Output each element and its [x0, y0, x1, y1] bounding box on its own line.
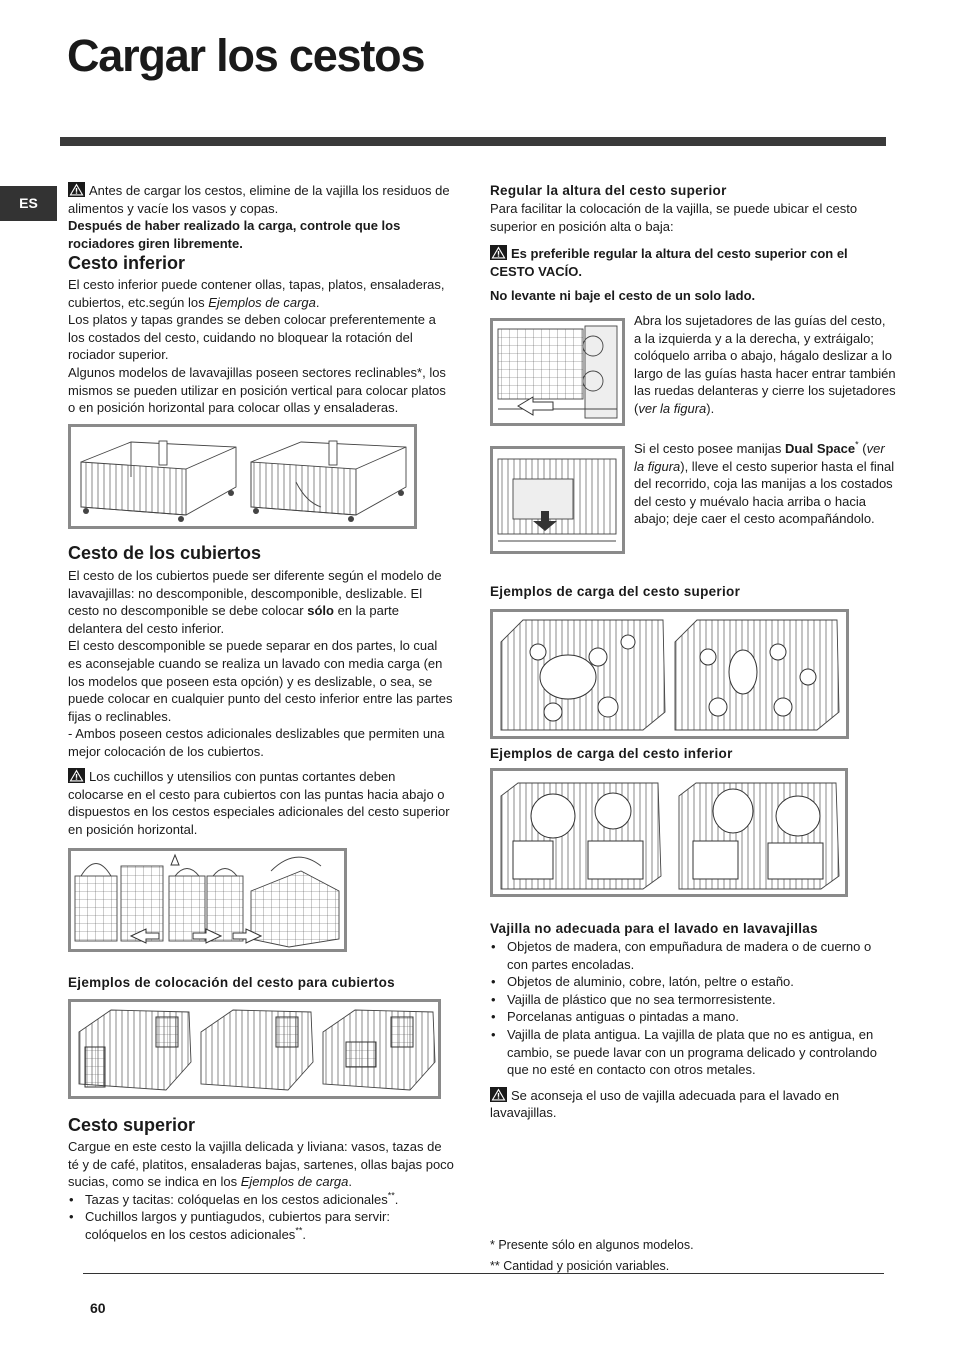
height-adjust-bold-note: No levante ni baje el cesto de un solo lado.: [490, 288, 756, 304]
intro-warning: Antes de cargar los cestos, elimine de la vajilla los residuos de alimentos y vacíe los vasos y copas.: [68, 183, 450, 216]
upper-basket-heading: Cesto superior: [68, 1115, 196, 1135]
lower-basket-p2: Los platos y tapas grandes se deben colocar preferentemente a los costados del cesto, cuidando no bloquear la rotación del rociador superior.: [68, 312, 436, 363]
warning-icon: [68, 768, 85, 783]
page-number: 60: [90, 1300, 106, 1316]
height-adjust-section: [490, 183, 890, 305]
cutlery-p2: El cesto descomponible se puede separar en dos partes, lo cual es aconsejable cuando se realiza un lavado con media carga (en los modelos que poseen esta opción) y es deslizable, o sea, se puede colocar en cualquier punto del cesto inferior entre las partes fijas o reclinables.: [68, 638, 453, 724]
basket-rails-figure: [490, 318, 625, 426]
unsuitable-heading: Vajilla no adecuada para el lavado en lavavajillas: [490, 921, 818, 936]
cutlery-warning: Los cuchillos y utensilios con puntas cortantes deben colocarse en el cesto para cubiertos con las puntas hacia abajo o dispuestos en los cestos especiales adicionales del cesto superior en posición horizontal.: [68, 769, 450, 837]
title-divider-bar: [60, 137, 886, 146]
lower-basket-examples-figure: [490, 768, 848, 897]
warning-icon: [68, 182, 85, 197]
dual-space-figure: [490, 446, 625, 554]
cutlery-basket-figure: [68, 848, 347, 952]
cutlery-basket-section: [68, 543, 454, 761]
bottom-rule: [83, 1273, 884, 1274]
lower-basket-heading: Cesto inferior: [68, 253, 186, 273]
cutlery-examples-heading: Ejemplos de colocación del cesto para cubiertos: [68, 975, 395, 990]
upper-basket-examples-figure: [490, 609, 849, 739]
unsuitable-warning: Se aconseja el uso de vajilla adecuada para el lavado en lavavajillas.: [490, 1087, 840, 1121]
lower-basket-figure: [68, 424, 417, 529]
upper-basket-list: [68, 1191, 454, 1244]
page-title: Cargar los cestos: [67, 30, 425, 81]
list-item: • Vajilla de plástico que no sea termorresistente.: [490, 991, 890, 1009]
language-tab: ES: [0, 186, 57, 221]
list-item: • Objetos de madera, con empuñadura de madera o de cuerno o con partes encoladas.: [490, 938, 890, 973]
cutlery-p3: - Ambos poseen cestos adicionales deslizables que permiten una mejor colocación de los cubiertos.: [68, 726, 445, 759]
upper-examples-heading: Ejemplos de carga del cesto superior: [490, 584, 741, 599]
upper-basket-p1: Cargue en este cesto la vajilla delicada y liviana: vasos, tazas de té y de café, platitos, ensaladeras bajas, sartenes, ollas bajas poco sucias, como se indica en los Ejemplos de carga.: [68, 1139, 454, 1190]
height-adjust-heading: Regular la altura del cesto superior: [490, 183, 727, 198]
unsuitable-dishes-section: [490, 921, 890, 1122]
cutlery-basket-heading: Cesto de los cubiertos: [68, 543, 262, 563]
lower-basket-p1: El cesto inferior puede contener ollas, tapas, platos, ensaladeras, cubiertos, etc.según los Ejemplos de carga.: [68, 277, 445, 310]
height-adjust-warning: Es preferible regular la altura del cesto superior con el CESTO VACÍO.: [490, 246, 848, 279]
lower-basket-p3: Algunos modelos de lavavajillas poseen sectores reclinables*, los mismos se pueden utilizar en posición vertical para colocar platos o en posición horizontal para colocar ollas y ensaladeras.: [68, 364, 446, 416]
height-adjust-p1: Para facilitar la colocación de la vajilla, se puede ubicar el cesto superior en posición alta o baja:: [490, 201, 858, 234]
dual-space-text: Si el cesto posee manijas Dual Space* (ver la figura), lleve el cesto superior hasta el final del recorrido, coja las manijas a los costados del cesto y muévalo hacia arriba o hacia abajo; deje caer el cesto acompañándolo.: [634, 439, 895, 527]
footnote-2: ** Cantidad y posición variables.: [490, 1258, 670, 1273]
warning-icon: [490, 245, 507, 260]
basket-rails-text: Abra los sujetadores de las guías del cesto, a la izquierda y a la derecha, y extráigalo; colóquelo arriba o abajo, hágalo deslizar a lo largo de las guías hasta hacer entrar también las ruedas delanteras y cierre los sujetadores (ver la figura).: [634, 313, 896, 416]
list-item: • Vajilla de plata antigua. La vajilla de plata que no es antigua, en cambio, se puede lavar con un programa delicado y controlando que no esté en contacto con otros metales.: [490, 1026, 890, 1079]
warning-icon: [490, 1087, 507, 1102]
list-item: • Cuchillos largos y puntiagudos, cubiertos para servir: colóquelos en los cestos adicionales**.: [68, 1208, 454, 1243]
unsuitable-list: [490, 938, 890, 1079]
upper-basket-section: [68, 1115, 454, 1244]
lower-basket-section: [68, 253, 454, 417]
intro-bold-note: Después de haber realizado la carga, controle que los rociadores giren libremente.: [68, 218, 401, 251]
list-item: • Objetos de aluminio, cobre, latón, peltre o estaño.: [490, 973, 890, 991]
lower-examples-heading: Ejemplos de carga del cesto inferior: [490, 746, 733, 761]
list-item: • Tazas y tacitas: colóquelas en los cestos adicionales**.: [68, 1191, 454, 1209]
list-item: • Porcelanas antiguas o pintadas a mano.: [490, 1008, 890, 1026]
footnote-1: * Presente sólo en algunos modelos.: [490, 1238, 694, 1252]
intro-block: [68, 182, 454, 252]
cutlery-examples-figure: [68, 999, 441, 1099]
footnotes: [490, 1237, 890, 1275]
cutlery-p1: El cesto de los cubiertos puede ser diferente según el modelo de lavavajillas: no descomponible, descomponible, deslizable. El cesto no descomponible se debe colocar sólo en la parte delantera del cesto inferior.: [68, 568, 442, 636]
